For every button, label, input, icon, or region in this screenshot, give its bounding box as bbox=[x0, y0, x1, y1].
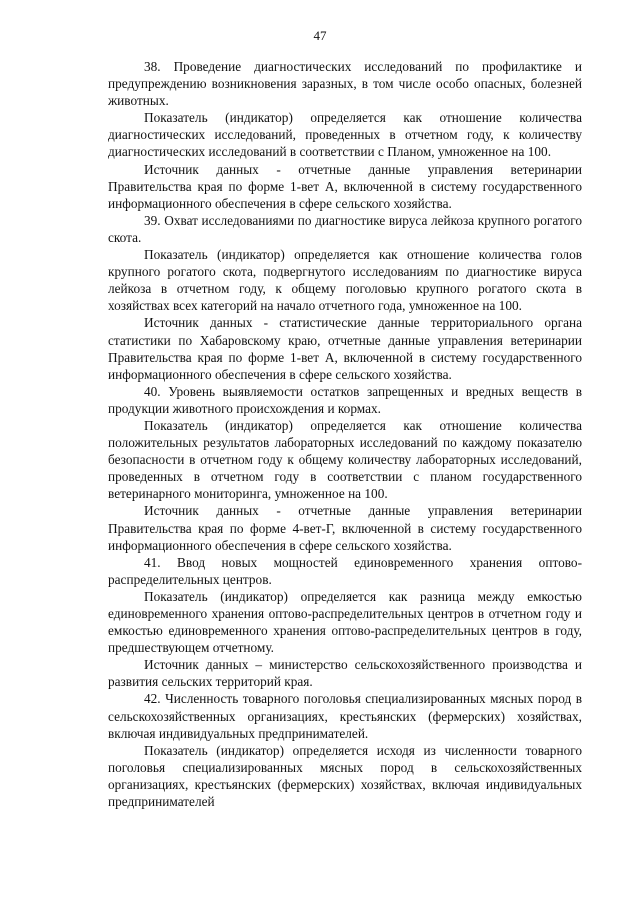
item-41-source: Источник данных – министерство сельскохозяйственного производства и развития сельских территорий края. bbox=[108, 657, 582, 690]
item-38-title: 38. Проведение диагностических исследований по профилактике и предупреждению возникновения заразных, в том числе особо опасных, болезней животных. bbox=[108, 59, 582, 109]
item-38-source: Источник данных - отчетные данные управления ветеринарии Правительства края по форме 1-вет А, включенной в систему государственного информационного обеспечения в сфере сельского хозяйства. bbox=[108, 161, 582, 211]
item-40-source: Источник данных - отчетные данные управления ветеринарии Правительства края по форме 4-вет-Г, включенной в систему государственного информационного обеспечения в сфере сельского хозяйства. bbox=[108, 503, 582, 553]
item-40-indicator: Показатель (индикатор) определяется как отношение количества положительных результатов лабораторных исследований по каждому показателю безопасности в отчетном году к общему количеству лабораторных исследований, проведенных в отчетном году в соответствии с планом государственного ветеринарного мониторинга, умноженное на 100. bbox=[108, 417, 582, 502]
item-42-indicator: Показатель (индикатор) определяется исходя из численности товарного поголовья специализированных мясных пород в сельскохозяйственных организациях, крестьянских (фермерских) хозяйствах, включая индивидуальных предпринимателей bbox=[108, 742, 582, 810]
item-41-indicator: Показатель (индикатор) определяется как разница между емкостью единовременного хранения оптово-распределительных центров в отчетном году и емкостью единовременного хранения оптово-распределительных центров в году, предшествующем отчетному. bbox=[108, 588, 582, 656]
item-42-title: 42. Численность товарного поголовья специализированных мясных пород в сельскохозяйственных организациях, крестьянских (фермерских) хозяйствах, включая индивидуальных предпринимателей. bbox=[108, 691, 582, 741]
item-39-title: 39. Охват исследованиями по диагностике вируса лейкоза крупного рогатого скота. bbox=[108, 212, 582, 245]
item-38-indicator: Показатель (индикатор) определяется как отношение количества диагностических исследований, проведенных в отчетном году, к количеству диагностических исследований в соответствии с Планом, умноженное на 100. bbox=[108, 110, 582, 160]
item-40-title: 40. Уровень выявляемости остатков запрещенных и вредных веществ в продукции животного происхождения и кормах. bbox=[108, 383, 582, 416]
item-39-source: Источник данных - статистические данные территориального органа статистики по Хабаровскому краю, отчетные данные управления ветеринарии Правительства края по форме 1-вет А, включенной в систему государственного информационного обеспечения в сфере сельского хозяйства. bbox=[108, 315, 582, 382]
item-39-indicator: Показатель (индикатор) определяется как отношение количества голов крупного рогатого скота, подвергнутого исследованиям по диагностике вируса лейкоза в отчетном году, к общему поголовью крупного рогатого скота в хозяйствах всех категорий на начало отчетного года, умноженное на 100. bbox=[108, 247, 582, 314]
item-41-title: 41. Ввод новых мощностей единовременного хранения оптово-распределительных центров. bbox=[108, 554, 582, 587]
document-body bbox=[108, 58, 582, 810]
page-number: 47 bbox=[313, 28, 327, 43]
